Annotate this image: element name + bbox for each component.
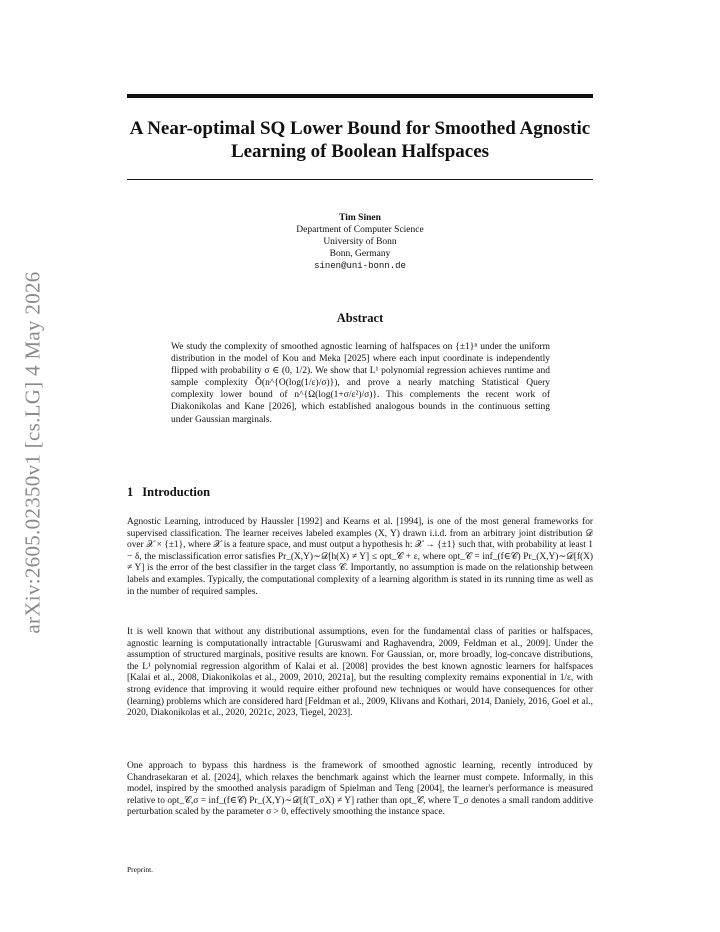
- preprint-footer: Preprint.: [127, 865, 154, 874]
- author-university: University of Bonn: [323, 237, 397, 247]
- author-name: Tim Sinen: [339, 213, 381, 223]
- section-title: Introduction: [142, 485, 211, 499]
- title-bottom-rule: [127, 179, 593, 180]
- author-department: Department of Computer Science: [296, 225, 424, 235]
- abstract-text: We study the complexity of smoothed agnostic learning of halfspaces on {±1}ⁿ under the uniform distribution in the model of Kou and Meka [2025] where each input coordinate is independently flipped with probability σ ∈ (0, 1/2). We show that L¹ polynomial regression achieves runtime and sample complexity Õ(n^{O(log(1/ε)/σ)}), and prove a nearly matching Statistical Query complexity lower bound of n^{Ω(log(1+σ/ε²)/σ)}. This complements the recent work of Diakonikolas and Kane [2026], which established analogous bounds in the continuous setting under Gaussian marginals.: [171, 342, 550, 425]
- intro-paragraph-2: It is well known that without any distributional assumptions, even for the fundamental class of parities or halfspaces, agnostic learning is computationally intractable [Guruswami and Raghavendra, 2009, Feldman et al., 2009]. Under the assumption of structured marginals, positive results are known. For Gaussian, or, more broadly, log-concave distributions, the L¹ polynomial regression algorithm of Kalai et al. [2008] provides the best known agnostic learners for halfspaces [Kalai et al., 2008, Diakonikolas et al., 2009, 2010, 2021a], but the resulting complexity remains exponential in 1/ε, with strong evidence that improving it would require either profound new techniques or would have consequences for other (learning) problems which are considered hard [Feldman et al., 2009, Klivans and Kothari, 2014, Daniely, 2016, Goel et al., 2020, Diakonikolas et al., 2020, 2021c, 2023, Tiegel, 2023].: [127, 627, 593, 719]
- paper-title: A Near-optimal SQ Lower Bound for Smoothed Agnostic Learning of Boolean Halfspaces: [129, 118, 591, 162]
- title-top-rule: [127, 94, 593, 98]
- intro-paragraph-1: Agnostic Learning, introduced by Haussler [1992] and Kearns et al. [1994], is one of the most general frameworks for supervised classification. The learner receives labeled examples (X, Y) drawn i.i.d. from an arbitrary joint distribution 𝒟 over 𝒳 × {±1}, where 𝒳 is a feature space, and must output a hypothesis h: 𝒳 → {±1} such that, with probability at least 1 − δ, the misclassification error satisfies Pr_(X,Y)∼𝒟[h(X) ≠ Y] ≤ opt_𝒞 + ε, where opt_𝒞 = inf_(f∈𝒞) Pr_(X,Y)∼𝒟[f(X) ≠ Y] is the error of the best classifier in the target class 𝒞. Importantly, no assumption is made on the relationship between labels and examples. Typically, the computational complexity of a learning algorithm is stated in its running time as well as in the number of required samples.: [127, 517, 593, 597]
- arxiv-identifier-text: arXiv:2605.02350v1 [cs.LG] 4 May 2026: [20, 270, 45, 634]
- author-location: Bonn, Germany: [329, 249, 391, 259]
- section-heading: [127, 485, 210, 500]
- author-block: [200, 212, 520, 272]
- section-number: 1: [127, 485, 134, 499]
- abstract-heading: Abstract: [336, 311, 384, 325]
- arxiv-identifier-stamp: [18, 262, 48, 642]
- author-email: sinen@uni-bonn.de: [314, 261, 406, 271]
- intro-paragraph-3: One approach to bypass this hardness is the framework of smoothed agnostic learning, recently introduced by Chandrasekaran et al. [2024], which relaxes the benchmark against which the learner must compete. Informally, in this model, inspired by the smoothed analysis paradigm of Spielman and Teng [2004], the learner's performance is measured relative to opt_𝒞,σ = inf_(f∈𝒞) Pr_(X,Y)∼𝒟[f(T_σX) ≠ Y] rather than opt_𝒞, where T_σ denotes a small random additive perturbation scaled by the parameter σ > 0, effectively smoothing the instance space.: [127, 761, 593, 818]
